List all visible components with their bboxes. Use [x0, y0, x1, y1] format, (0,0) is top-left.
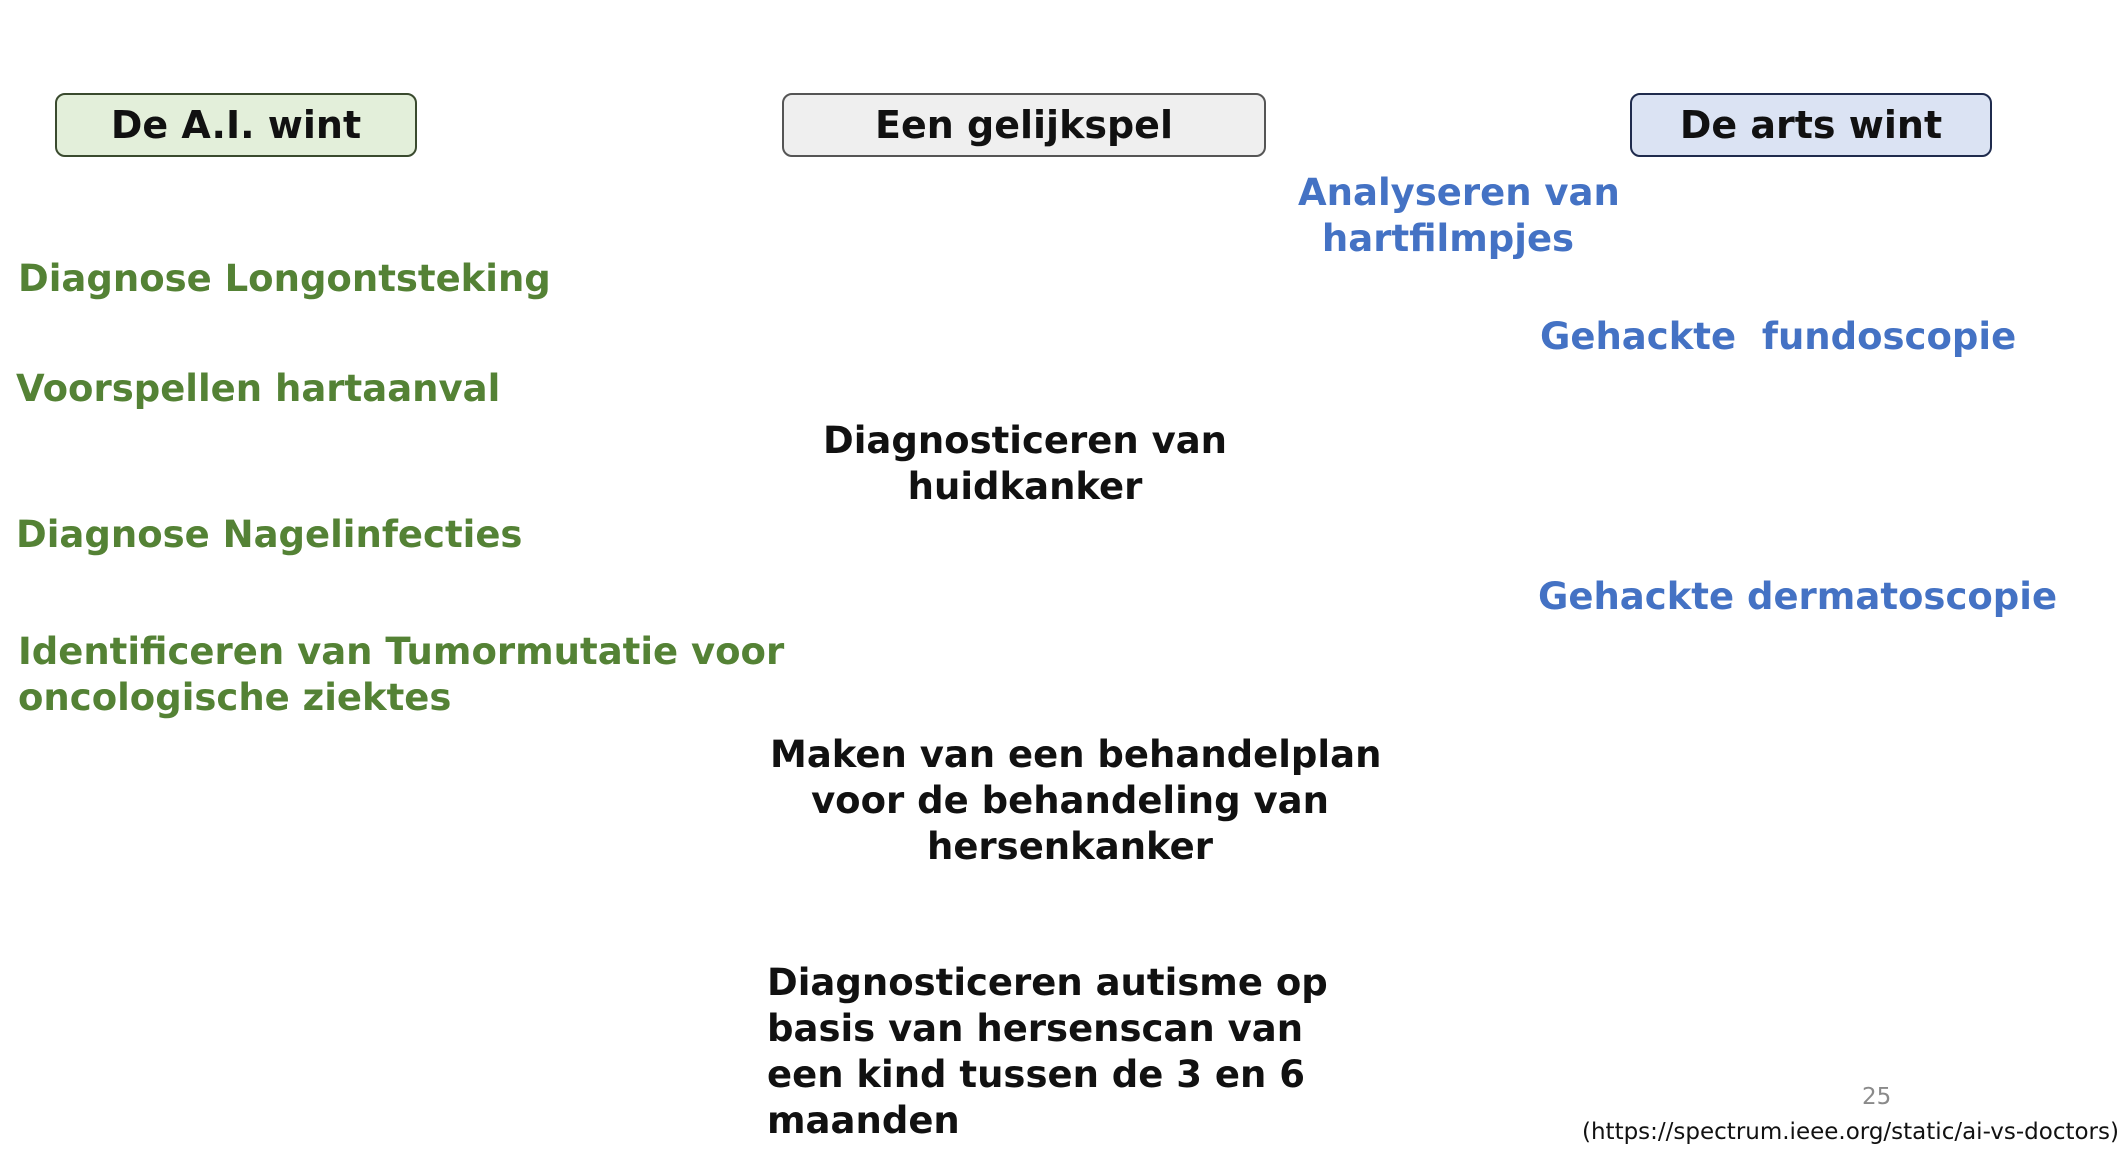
draw-item-autism-line4: maanden — [767, 1099, 960, 1142]
ai-item-tumor-mutation-line1: Identificeren van Tumormutatie voor — [18, 630, 785, 673]
draw-item-skin-cancer-line2: huidkanker — [907, 465, 1143, 508]
ai-item-tumor-mutation-line2: oncologische ziektes — [18, 676, 452, 719]
doctor-item-dermatoscopy: Gehackte dermatoscopie — [1538, 575, 2058, 618]
draw-item-brain-cancer-line3: hersenkanker — [926, 825, 1213, 868]
header-ai-wins: De A.I. wint — [55, 93, 417, 157]
draw-item-autism-line3: een kind tussen de 3 en 6 — [767, 1053, 1305, 1096]
page-number: 25 — [1862, 1084, 1892, 1110]
doctor-item-ecg-line2: hartfilmpjes — [1321, 217, 1575, 260]
draw-item-skin-cancer-line1: Diagnosticeren van — [822, 419, 1228, 462]
draw-item-autism-line2: basis van hersenscan van — [767, 1007, 1304, 1050]
ai-item-nail-infections: Diagnose Nagelinfecties — [16, 513, 523, 556]
ai-item-heart-attack: Voorspellen hartaanval — [16, 367, 501, 410]
doctor-item-fundoscopy: Gehackte fundoscopie — [1540, 315, 2017, 358]
source-citation: (https://spectrum.ieee.org/static/ai-vs-doctors) — [1582, 1119, 2119, 1145]
header-doctor-wins: De arts wint — [1630, 93, 1992, 157]
draw-item-autism-line1: Diagnosticeren autisme op — [767, 961, 1328, 1004]
doctor-item-ecg-line1: Analyseren van — [1298, 171, 1620, 214]
ai-item-pneumonia: Diagnose Longontsteking — [18, 257, 551, 300]
header-draw: Een gelijkspel — [782, 93, 1266, 157]
draw-item-brain-cancer-line1: Maken van een behandelplan — [770, 733, 1382, 776]
draw-item-brain-cancer-line2: voor de behandeling van — [811, 779, 1329, 822]
